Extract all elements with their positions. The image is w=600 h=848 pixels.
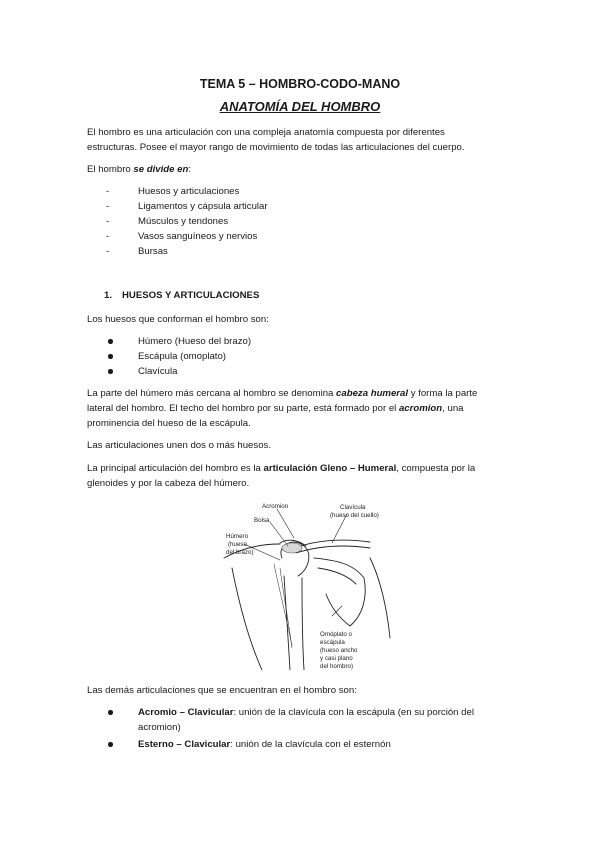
svg-text:(hueso ancho: (hueso ancho: [320, 647, 358, 654]
bones-list: [104, 334, 251, 379]
bullet-icon: [108, 354, 113, 359]
divide-suffix: :: [188, 164, 191, 175]
term-acromion: acromion: [398, 403, 443, 414]
list-item: Húmero (Hueso del brazo): [104, 334, 251, 349]
label-clavicula-sub: (hueso del cuello): [330, 512, 379, 519]
section-title: HUESOS Y ARTICULACIONES: [122, 290, 260, 301]
list-item: - Vasos sanguíneos y nervios: [104, 229, 268, 244]
label-bolsa: Bolsa: [254, 517, 270, 524]
label-acromion: Acromion: [262, 503, 289, 510]
intro-line-2: estructuras. Posee el mayor rango de movimiento de todas las articulaciones del cuerpo.: [87, 142, 465, 153]
bullet-icon: [108, 369, 113, 374]
svg-text:del brazo): del brazo): [226, 549, 254, 556]
list-item: - Ligamentos y cápsula articular: [104, 199, 268, 214]
term-gleno-humeral: articulación Gleno – Humeral: [263, 463, 397, 474]
bullet-icon: [108, 339, 113, 344]
list-item: - Huesos y articulaciones: [104, 184, 268, 199]
intro-line-1: El hombro es una articulación con una compleja anatomía compuesta por diferentes: [87, 127, 445, 138]
other-joints-list: [104, 705, 504, 752]
svg-text:y casi plano: y casi plano: [320, 655, 353, 662]
label-clavicula: Clavícula: [340, 504, 366, 511]
humerus-paragraph: La parte del húmero más cercana al hombro se denomina cabeza humeral y forma la parte lateral del hombro. El techo del hombro por su parte, está formado por el acromion, una prominencia del hueso de la escápula.: [87, 388, 478, 429]
list-item: Esterno – Clavicular: unión de la clavícula con el esternón: [104, 737, 504, 752]
other-joints-intro: Las demás articulaciones que se encuentran en el hombro son:: [87, 685, 357, 696]
shoulder-anatomy-figure: [222, 498, 392, 670]
intro-paragraph: [87, 125, 517, 155]
svg-text:(hueso: (hueso: [228, 541, 247, 548]
bones-intro: Los huesos que conforman el hombro son:: [87, 314, 269, 325]
list-item: - Músculos y tendones: [104, 214, 268, 229]
list-item: Acromio – Clavicular: unión de la clavícula con la escápula (en su porción del acromion): [104, 705, 504, 735]
bullet-icon: [108, 710, 113, 715]
divide-list: [104, 184, 268, 259]
bullet-icon: [108, 742, 113, 747]
list-item: - Bursas: [104, 244, 268, 259]
divide-paragraph: [87, 162, 517, 177]
svg-text:escápula: escápula: [320, 639, 345, 646]
main-joint-paragraph: La principal articulación del hombro es la articulación Gleno – Humeral, compuesta por la glenoides y por la cabeza del húmero.: [87, 463, 476, 489]
bursa-drawing: [282, 543, 302, 553]
label-humero: Húmero: [226, 533, 249, 540]
svg-text:del hombro): del hombro): [320, 663, 354, 670]
term-cabeza-humeral: cabeza humeral: [336, 388, 409, 399]
list-item: Escápula (omoplato): [104, 349, 251, 364]
page-title: TEMA 5 – HOMBRO-CODO-MANO: [199, 77, 401, 91]
divide-prefix: El hombro: [87, 164, 134, 175]
section-number: 1.: [104, 290, 113, 301]
divide-emphasis: se divide en: [133, 164, 189, 175]
list-item: Clavícula: [104, 364, 251, 379]
label-omoplato: Omóplato o: [320, 631, 352, 638]
joints-paragraph: Las articulaciones unen dos o más huesos.: [87, 440, 271, 451]
page-subtitle: ANATOMÍA DEL HOMBRO: [219, 99, 381, 114]
